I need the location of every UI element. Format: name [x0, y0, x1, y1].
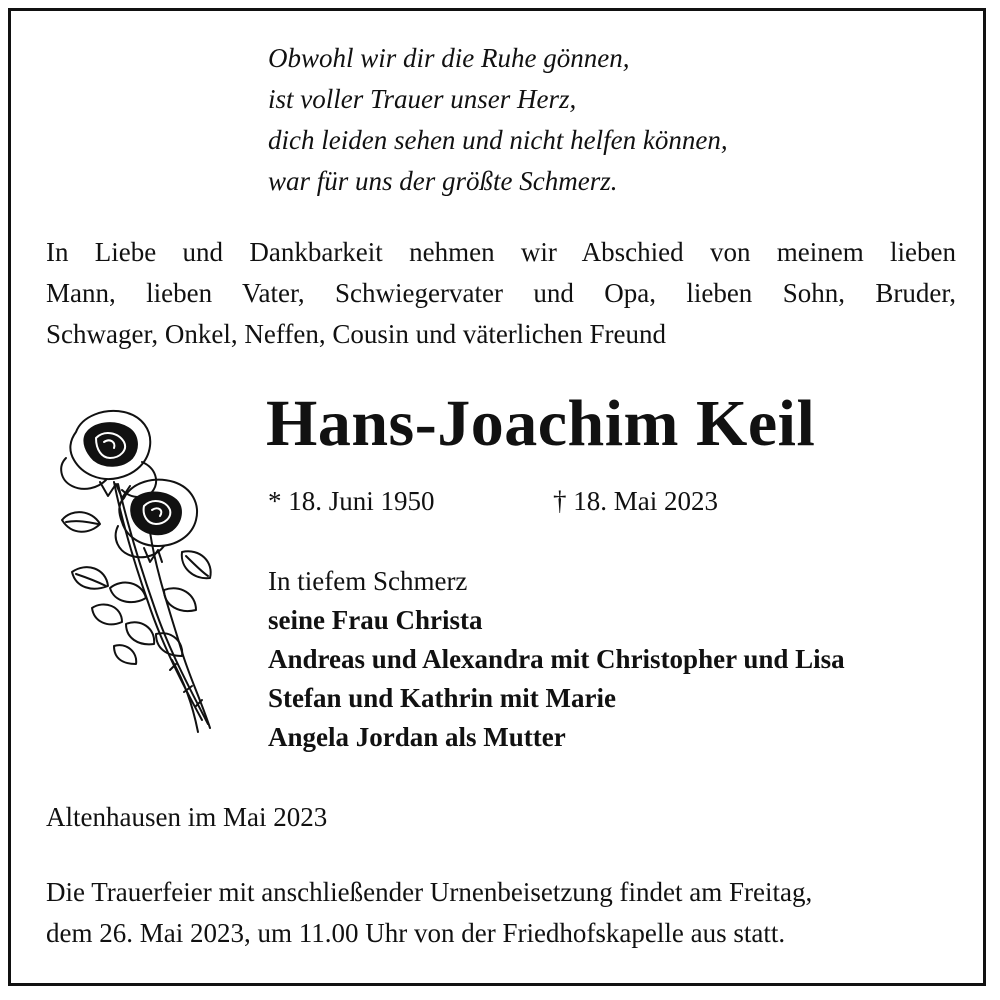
- mourner-entry: Andreas und Alexandra mit Christopher und Lisa: [268, 644, 845, 674]
- birth-date: * 18. Juni 1950: [268, 486, 435, 516]
- funeral-line: Die Trauerfeier mit anschließender Urnenbeisetzung findet am Freitag,: [46, 877, 813, 907]
- deceased-name: Hans-Joachim Keil: [266, 387, 816, 460]
- mourner-entry: Angela Jordan als Mutter: [268, 722, 566, 752]
- poem-line: Obwohl wir dir die Ruhe gönnen,: [268, 43, 630, 73]
- poem-line: ist voller Trauer unser Herz,: [268, 84, 577, 114]
- death-date: † 18. Mai 2023: [553, 486, 718, 516]
- mourner-entry: seine Frau Christa: [268, 605, 483, 635]
- rose-bouquet-icon: [52, 402, 228, 738]
- intro-line: Schwager, Onkel, Neffen, Cousin und väterlichen Freund: [46, 319, 667, 349]
- poem: [268, 38, 728, 202]
- mourners-list: [268, 562, 845, 757]
- intro-line: In Liebe und Dankbarkeit nehmen wir Abschied von meinem lieben: [46, 237, 956, 267]
- poem-line: dich leiden sehen und nicht helfen können,: [268, 125, 728, 155]
- funeral-line: dem 26. Mai 2023, um 11.00 Uhr von der Friedhofskapelle aus statt.: [46, 918, 786, 948]
- poem-line: war für uns der größte Schmerz.: [268, 166, 618, 196]
- intro-text: [46, 232, 956, 355]
- mourners-heading: In tiefem Schmerz: [268, 566, 468, 596]
- mourner-entry: Stefan und Kathrin mit Marie: [268, 683, 616, 713]
- intro-line: Mann, lieben Vater, Schwiegervater und Opa, lieben Sohn, Bruder,: [46, 278, 956, 308]
- place-date: Altenhausen im Mai 2023: [46, 802, 328, 832]
- funeral-info: [46, 872, 812, 954]
